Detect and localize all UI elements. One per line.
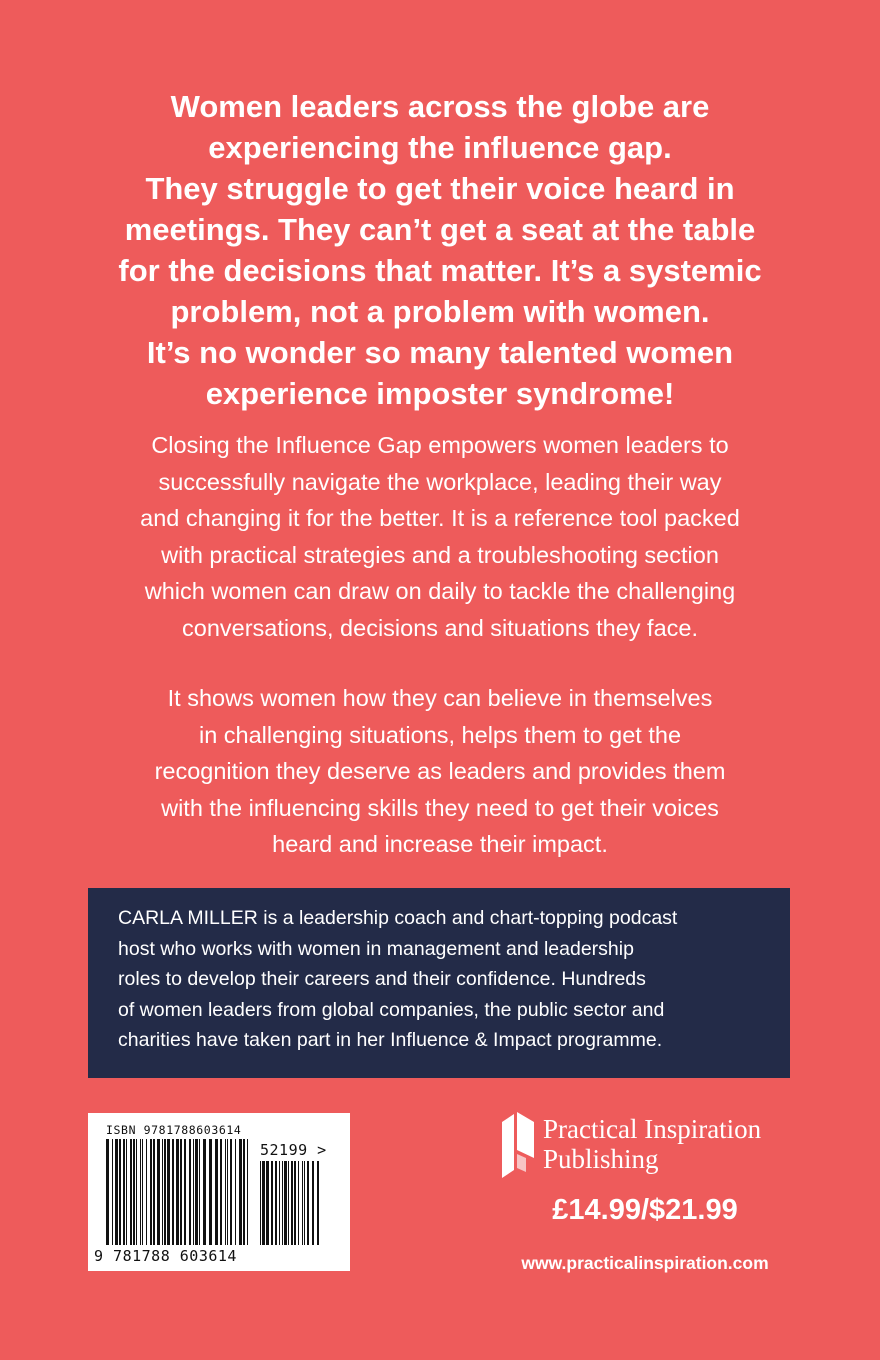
headline-line: experiencing the influence gap.: [208, 130, 672, 165]
paragraph-line: in challenging situations, helps them to get the: [198, 721, 682, 748]
price: £14.99/$21.99: [552, 1194, 738, 1226]
price-code: 52199 >: [260, 1141, 327, 1159]
headline-line: Women leaders across the globe are: [170, 89, 710, 124]
paragraph-line: with the influencing skills they need to get their voices: [161, 794, 719, 821]
bio-line: host who works with women in management and leadership: [118, 937, 634, 960]
bio-text: is a leadership coach and chart-topping podcast: [257, 907, 678, 929]
publisher-website: www.practicalinspiration.com: [521, 1253, 769, 1273]
bio-line: of women leaders from global companies, the public sector and: [118, 998, 665, 1021]
bio-line: [118, 903, 778, 934]
paragraph-line: successfully navigate the workplace, leading their way: [158, 468, 722, 495]
headline-line: experience imposter syndrome!: [205, 376, 675, 411]
publisher-line-1: Practical Inspiration: [543, 1114, 762, 1144]
description-paragraph-1: [60, 427, 820, 646]
bio-line: charities have taken part in her Influence & Impact programme.: [118, 1029, 663, 1051]
paragraph-line: It shows women how they can believe in themselves: [167, 685, 713, 711]
barcode-digits: 9 781788 603614: [94, 1247, 237, 1265]
isbn-label: ISBN 9781788603614: [106, 1123, 242, 1137]
price-barcode-bars: [260, 1161, 320, 1245]
publisher-logo-icon: [500, 1110, 536, 1180]
headline-line: problem, not a problem with women.: [170, 294, 710, 329]
publisher-name: [543, 1114, 761, 1174]
publisher-line-2: Publishing: [543, 1144, 659, 1174]
author-name: CARLA MILLER: [118, 907, 258, 929]
bio-line: roles to develop their careers and their confidence. Hundreds: [118, 968, 646, 990]
description-paragraph-2: [60, 680, 820, 863]
paragraph-line: with practical strategies and a troubleshooting section: [161, 541, 719, 568]
headline-line: for the decisions that matter. It’s a systemic: [118, 253, 762, 288]
author-bio-box: [88, 888, 790, 1078]
paragraph-line: which women can draw on daily to tackle the challenging: [144, 578, 736, 604]
headline-line: meetings. They can’t get a seat at the table: [124, 212, 756, 247]
isbn-barcode: [88, 1113, 350, 1271]
back-cover-headline: [60, 86, 820, 414]
headline-line: They struggle to get their voice heard in: [145, 171, 735, 206]
paragraph-line: recognition they deserve as leaders and provides them: [154, 758, 726, 784]
paragraph-line: heard and increase their impact.: [272, 831, 608, 857]
paragraph-line: Closing the Influence Gap empowers women leaders to: [151, 432, 729, 458]
paragraph-line: conversations, decisions and situations they face.: [182, 614, 698, 641]
headline-line: It’s no wonder so many talented women: [146, 335, 734, 370]
paragraph-line: and changing it for the better. It is a reference tool packed: [140, 505, 740, 531]
barcode-bars: [106, 1139, 252, 1245]
